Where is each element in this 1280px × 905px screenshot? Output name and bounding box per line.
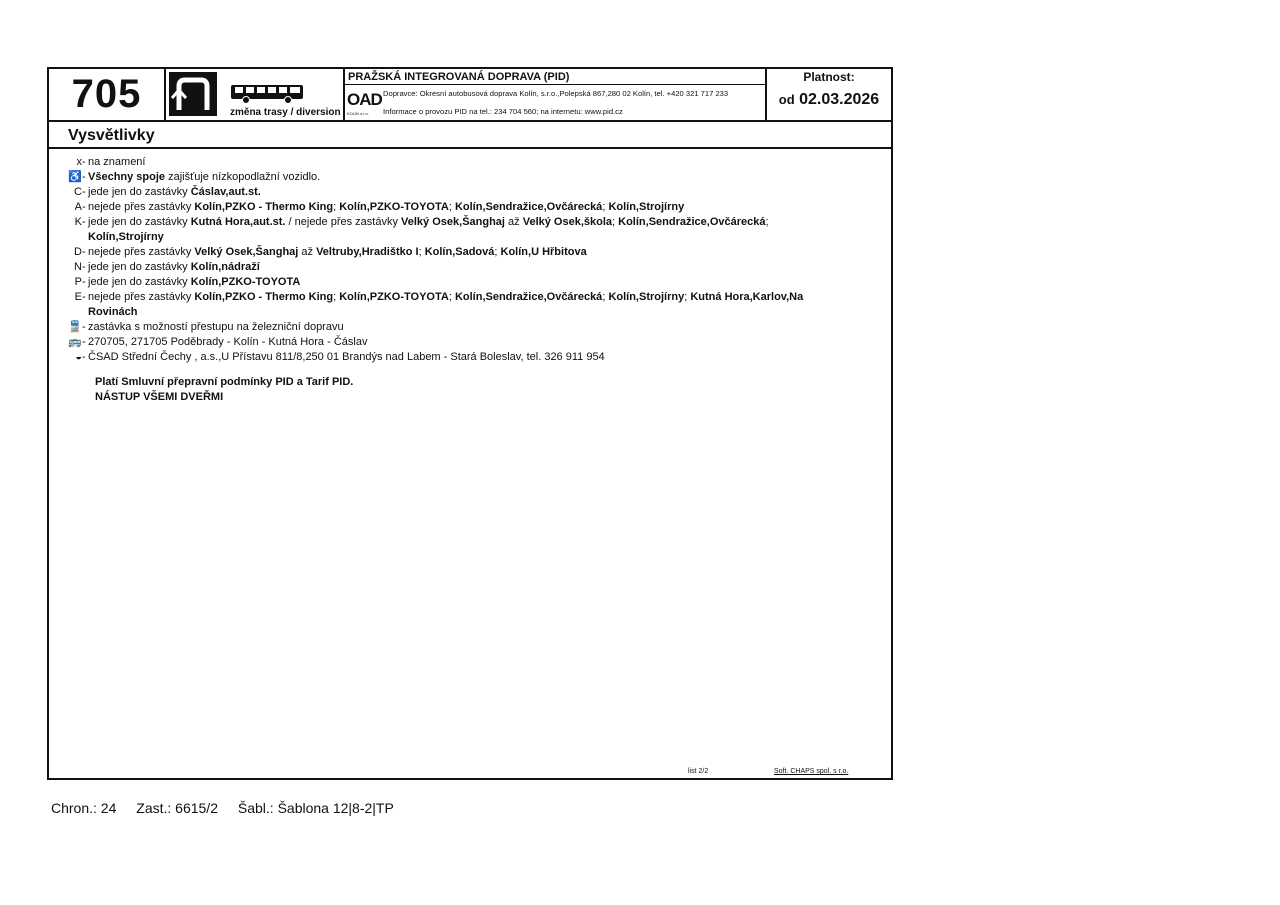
legend-item (60, 320, 880, 335)
legend-text-part: Kolín,PZKO - Thermo King (194, 201, 334, 213)
legend-separator: - (82, 261, 86, 273)
operator-info: Dopravce: Okresní autobusová doprava Kolín, s.r.o.,Polepská 867,280 02 Kolín, tel. +420 321 717 233 (383, 89, 729, 98)
legend-text-part: Velký Osek,Šanghaj (194, 246, 299, 258)
legend-item (60, 335, 880, 350)
legend-text-part: ; (418, 246, 425, 258)
legend-separator: - (82, 201, 86, 213)
header (49, 69, 891, 122)
validity-box (767, 69, 891, 120)
legend-item (60, 155, 880, 170)
legend-text-part: ; (602, 201, 609, 213)
legend-key: 🚌 (68, 336, 82, 348)
validity-prefix: od (778, 92, 795, 107)
operator-box (345, 69, 767, 120)
legend-text-part: Kolín,Sendražice,Ovčárecká (618, 216, 766, 228)
legend-key: C (74, 186, 82, 198)
validity-label: Platnost: (803, 70, 855, 84)
legend-text-part: nejede přes zastávky (88, 291, 195, 303)
legend-separator: - (82, 156, 86, 168)
validity-date-value: 02.03.2026 (799, 91, 880, 108)
legend-text-part: Kolín,Strojírny (608, 201, 685, 213)
legend-text-part: ; (612, 216, 619, 228)
legend-text-part: až (504, 216, 523, 228)
legend-text-part: Kutná Hora,aut.st. (190, 216, 286, 228)
legend-key: P (74, 276, 82, 288)
legend-text (88, 246, 587, 258)
legend-text-part: jede jen do zastávky (88, 276, 191, 288)
legend-key: K (74, 216, 82, 228)
legend-key: E (74, 291, 82, 303)
legend-text (88, 156, 145, 168)
legend-text-part: jede jen do zastávky (88, 186, 191, 198)
line-number: 705 (49, 69, 166, 120)
legend-text-part: ; (494, 246, 501, 258)
legend-item (60, 215, 880, 245)
legend-text-part: Kolín,nádraží (190, 261, 260, 273)
legend-text-part: Kutná Hora,Karlov,Na (690, 291, 804, 303)
legend-separator: - (82, 351, 86, 363)
notes (95, 375, 353, 405)
legend-text-part: Kolín,U Hřbitova (500, 246, 587, 258)
legend-text-part: jede jen do zastávky (88, 216, 191, 228)
legend-text-part: ; (448, 291, 455, 303)
legend-text-part: na znamení (88, 156, 146, 168)
legend-text-part: ; (684, 291, 691, 303)
legend-text (88, 336, 367, 348)
oad-logo-text: OAD (347, 90, 382, 109)
legend-text-part: 270705, 271705 Poděbrady - Kolín - Kutná Hora - Čáslav (88, 336, 368, 348)
legend-text-part: Kolín,Sendražice,Ovčárecká (454, 201, 603, 213)
stop-info: Zast.: 6615/2 (136, 800, 218, 816)
bus-icon (230, 83, 304, 105)
legend-text-part: Velký Osek,Šanghaj (401, 216, 505, 228)
legend-text (88, 261, 260, 273)
legend-separator: - (82, 171, 86, 183)
conditions-note: Platí Smluvní přepravní podmínky PID a Tarif PID. (95, 376, 354, 388)
legend-text-part: jede jen do zastávky (88, 261, 191, 273)
legend-text-part: Všechny spoje (88, 171, 166, 183)
legend-text-part: Kolín,Sadová (424, 246, 495, 258)
legend-text-part: Kolín,Sendražice,Ovčárecká (454, 291, 603, 303)
legend-text (88, 351, 605, 363)
legend-key: ◒ (75, 351, 82, 363)
legend-key: ♿ (68, 171, 82, 183)
legend-list (60, 155, 880, 365)
chron-info: Chron.: 24 (51, 800, 117, 816)
section-title: Vysvětlivky (49, 122, 891, 149)
legend-text-part: nejede přes zastávky (88, 201, 195, 213)
bottom-info (51, 800, 410, 816)
legend-item (60, 185, 880, 200)
legend-text (88, 276, 300, 288)
legend-separator: - (82, 186, 86, 198)
legend-text-part: Kolín,PZKO-TOYOTA (190, 276, 301, 288)
legend-item (60, 245, 880, 260)
timetable-sheet (47, 67, 893, 780)
legend-item (60, 260, 880, 275)
legend-key: x (76, 156, 82, 168)
legend-text (88, 216, 769, 228)
legend-text-part: ; (765, 216, 769, 228)
page-number: list 2/2 (688, 768, 709, 775)
legend-item (60, 170, 880, 185)
legend-key: D (74, 246, 82, 258)
legend-item (60, 350, 880, 365)
oad-logo-subtext: KOLÍN s.r.o. (347, 111, 369, 116)
legend-item (60, 200, 880, 215)
legend-separator: - (82, 336, 86, 348)
legend-text-part: ; (602, 291, 609, 303)
legend-text (88, 321, 344, 333)
legend-item (60, 290, 880, 320)
legend-continuation: Kolín,Strojírny (88, 231, 164, 243)
legend-text-part: Čáslav,aut.st. (190, 186, 261, 198)
legend-text-part: Kolín,PZKO-TOYOTA (339, 291, 449, 303)
legend-text-part: ; (333, 291, 340, 303)
legend-text-part: / nejede přes zastávky (285, 216, 402, 228)
legend-text-part: zastávka s možností přestupu na železniční dopravu (88, 321, 344, 333)
legend-text-part: až (298, 246, 317, 258)
legend-item (60, 275, 880, 290)
legend-text (88, 186, 261, 198)
legend-separator: - (82, 291, 86, 303)
legend-text-part: Kolín,PZKO-TOYOTA (339, 201, 449, 213)
legend-separator: - (82, 321, 86, 333)
legend-text-part: ; (448, 201, 455, 213)
legend-key: N (74, 261, 82, 273)
legend-text-part: Veltruby,Hradištko I (316, 246, 419, 258)
legend-text-part: ČSAD Střední Čechy , a.s.,U Přístavu 811/8,250 01 Brandýs nad Labem - Stará Boleslav, tel. 326 911 954 (88, 351, 605, 363)
legend-text-part: zajišťuje nízkopodlažní vozidlo. (165, 171, 321, 183)
diversion-arrow-icon (169, 72, 217, 116)
operator-title: PRAŽSKÁ INTEGROVANÁ DOPRAVA (PID) (345, 69, 765, 85)
legend-separator: - (82, 276, 86, 288)
boarding-note: NÁSTUP VŠEMI DVEŘMI (95, 391, 224, 403)
legend-text-part: Kolín,Strojírny (608, 291, 685, 303)
template-info: Šabl.: Šablona 12|8-2|TP (237, 800, 394, 816)
validity-date (767, 91, 891, 109)
legend-key: A (74, 201, 82, 213)
diversion-box (166, 69, 345, 120)
legend-text (88, 171, 320, 183)
legend-text-part: Velký Osek,škola (522, 216, 613, 228)
legend-text-part: nejede přes zastávky (88, 246, 195, 258)
pid-info: Informace o provozu PID na tel.: 234 704 560; na internetu: www.pid.cz (383, 107, 623, 116)
legend-text (88, 291, 803, 303)
legend-text-part: ; (333, 201, 340, 213)
legend-continuation: Rovinách (88, 306, 138, 318)
oad-logo (347, 88, 381, 118)
software-credit: Soft. CHAPS spol. s r.o. (774, 768, 849, 775)
legend-separator: - (82, 246, 86, 258)
diversion-label: změna trasy / diversion (230, 107, 341, 118)
legend-key: 🚆 (68, 321, 82, 333)
legend-text (88, 201, 684, 213)
legend-text-part: Kolín,PZKO - Thermo King (194, 291, 334, 303)
legend-separator: - (82, 216, 86, 228)
